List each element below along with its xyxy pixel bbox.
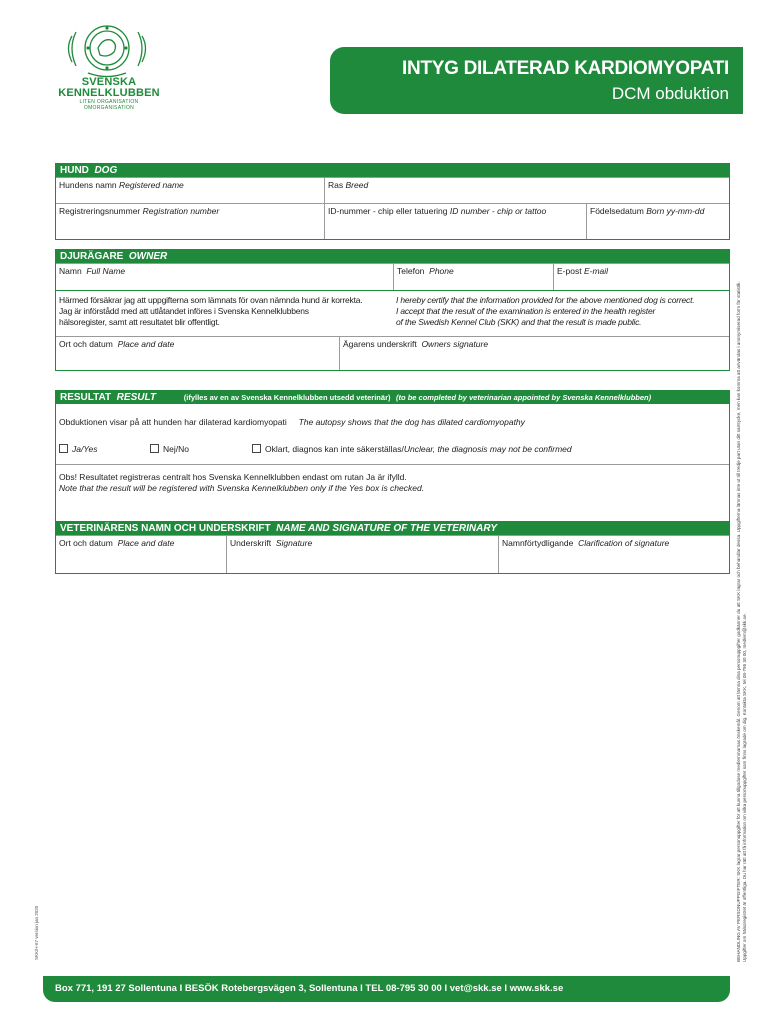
yes-checkbox[interactable]: [59, 444, 68, 453]
owner-section-header: DJURÄGARE OWNER: [56, 250, 729, 263]
title-banner: [330, 47, 743, 114]
form-title: INTYG DILATERAD KARDIOMYOPATI: [402, 58, 729, 79]
result-section: [55, 390, 730, 523]
birth-date-field[interactable]: Födelsedatum Born yy-mm-dd: [586, 204, 729, 239]
vet-place-date-field[interactable]: Ort och datum Place and date: [59, 538, 175, 548]
owner-place-date-field[interactable]: Ort och datum Place and date: [59, 339, 175, 349]
dog-section-header: HUND DOG: [56, 164, 729, 177]
vet-section: [55, 521, 730, 574]
autopsy-statement: Obduktionen visar på att hunden har dilaterad kardiomyopati The autopsy shows that the dog has dilated cardiomyopathy: [59, 417, 525, 427]
dog-section: [55, 163, 730, 240]
form-subtitle: DCM obduktion: [611, 84, 729, 103]
unclear-checkbox[interactable]: [252, 444, 261, 453]
breed-field[interactable]: Ras Breed: [324, 178, 729, 203]
vet-signature-field[interactable]: Underskrift Signature: [226, 536, 498, 573]
logo-line2: KENNELKLUBBEN: [58, 87, 160, 99]
registration-number-field[interactable]: Registreringsnummer Registration number: [59, 206, 220, 216]
certification-row: [56, 290, 729, 336]
logo-subline: LITEN ORGANISATION OMORGANISATION: [79, 99, 139, 111]
dog-name-field[interactable]: Hundens namn Registered name: [59, 180, 184, 190]
option-no[interactable]: Nej/No: [150, 444, 189, 454]
id-number-field[interactable]: ID-nummer - chip eller tatuering ID number - chip or tattoo: [324, 204, 586, 239]
footer-contact-bar: Box 771, 191 27 Sollentuna I BESÖK Rotebergsvägen 3, Sollentuna I TEL 08-795 30 00 I vet@skk.se I www.skk.se: [43, 976, 730, 1002]
vet-row: [56, 535, 729, 573]
owner-signature-field[interactable]: Ägarens underskrift Owners signature: [339, 337, 729, 370]
certification-sv: Härmed försäkrar jag att uppgifterna som lämnats för ovan nämnda hund är korrekta. Jag är införstådd med att utlåtandet införes i Svenska Kennelklubbens hälsoregister, samt att resultatet blir offentligt.: [59, 295, 363, 327]
owner-row-3: [56, 336, 729, 370]
email-field[interactable]: E-post E-mail: [553, 264, 729, 290]
owner-name-field[interactable]: Namn Full Name: [59, 266, 126, 276]
result-body: [56, 404, 729, 522]
privacy-notice: BEHANDLING AV PERSONUPPGIFTER: SKK lagrar personuppgifter för att kunna tillgodose medlemmarnas önskemål. Genom att lämna dina personuppgifter godkänner du att SKK lagrar och behandlar dessa. Uppgifterna lämnas inte ut till tredje part utan ditt samtycke, men kan komma att användas i anonymiserad form för statistik. Uppgifter om hälsoregistret är offentliga. Du har rätt att få information om vilka personuppgifter som finns lagrade om dig. Kontakta SKK, tel 08-795 30 00, medlem@skk.se.: [736, 281, 747, 962]
vet-section-header: VETERINÄRENS NAMN OCH UNDERSKRIFT NAME AND SIGNATURE OF THE VETERINARY: [56, 522, 729, 535]
result-section-header: RESULTAT RESULT (ifylles av en av Svenska Kennelklubben utsedd veterinär) (to be completed by veterinarian appointed by Svenska Kennelklubben): [56, 391, 729, 404]
no-checkbox[interactable]: [150, 444, 159, 453]
dog-row-1: [56, 177, 729, 203]
option-unclear[interactable]: Oklart, diagnos kan inte säkerställas/Unclear, the diagnosis may not be confirmed: [252, 444, 572, 454]
vet-clarification-field[interactable]: Namnförtydligande Clarification of signature: [498, 536, 729, 573]
result-note: Obs! Resultatet registreras centralt hos Svenska Kennelklubben endast om rutan Ja är ifylld. Note that the result will be registered with Svenska Kennelklubben only if the Yes box is checked.: [59, 472, 425, 493]
certification-en: I hereby certify that the information provided for the above mentioned dog is correct. I accept that the result of the examination is entered in the health register of the Swedish Kennel Club (SKK) and that the result is made public.: [396, 295, 695, 327]
logo-line1: SVENSKA: [81, 76, 137, 88]
dog-row-2: [56, 203, 729, 239]
form-version: SKK/H-67 version jan 2020: [34, 905, 39, 960]
owner-row-1: [56, 263, 729, 290]
owner-section: [55, 249, 730, 371]
option-yes[interactable]: Ja/Yes: [59, 444, 98, 454]
phone-field[interactable]: Telefon Phone: [393, 264, 553, 290]
